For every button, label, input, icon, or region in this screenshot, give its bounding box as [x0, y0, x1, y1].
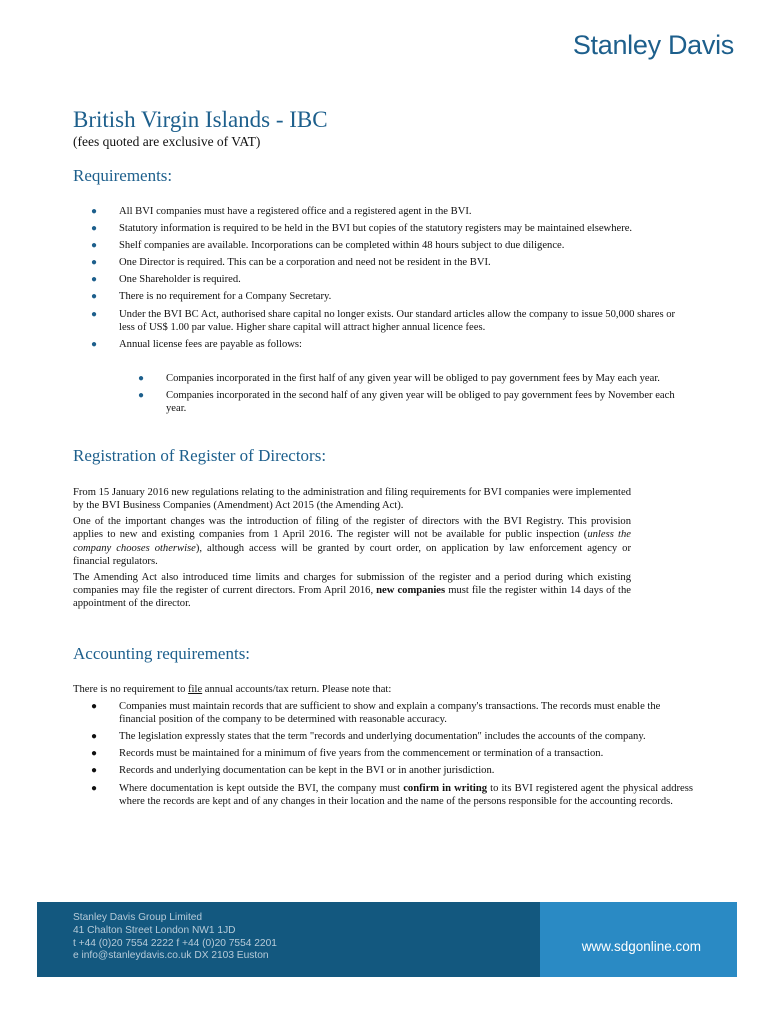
- bullet-icon: ●: [91, 731, 98, 743]
- bullet-icon: ●: [91, 308, 98, 320]
- list-item: ● Where documentation is kept outside the BVI, the company must confirm in writing to its BVI registered agent the physical address where the records are kept and of any changes in their location and the name of the persons responsible for the accounting records.: [91, 782, 693, 807]
- license-fee-sublist: [120, 372, 694, 419]
- requirements-list: [73, 205, 693, 355]
- bullet-icon: ●: [91, 291, 98, 303]
- brand-logo: Stanley Davis: [572, 30, 734, 60]
- accounting-intro: There is no requirement to file annual accounts/tax return. Please note that:: [73, 684, 392, 695]
- accounting-list: [73, 700, 693, 812]
- list-item: ● Records must be maintained for a minimum of five years from the commencement or termination of a transaction.: [91, 748, 604, 760]
- registration-text: [73, 486, 631, 613]
- bullet-icon: ●: [91, 701, 98, 712]
- accounting-heading: Accounting requirements:: [73, 644, 251, 663]
- list-item: ● Statutory information is required to be held in the BVI but copies of the statutory registers may be maintained elsewhere.: [91, 223, 633, 235]
- footer-web: [540, 902, 737, 977]
- list-item: ● Companies incorporated in the second half of any given year will be obliged to pay government fees by November each year.: [138, 389, 675, 414]
- bullet-icon: ●: [91, 240, 98, 252]
- bullet-icon: ●: [91, 223, 98, 235]
- bullet-icon: ●: [91, 274, 98, 286]
- footer-contact: [37, 902, 540, 977]
- list-item: ● Companies incorporated in the first half of any given year will be obliged to pay government fees by May each year.: [138, 373, 660, 384]
- bullet-icon: ●: [91, 748, 98, 760]
- website-link[interactable]: www.sdgonline.com: [581, 939, 701, 954]
- list-item: ● One Director is required. This can be a corporation and need not be resident in the BVI.: [91, 257, 491, 269]
- paragraph: The Amending Act also introduced time limits and charges for submission of the register and a period during which existing companies may file the register of current directors. From April 2016, new companies must file the register within 14 days of the appointment of the director.: [73, 571, 631, 610]
- list-item: ● The legislation expressly states that the term "records and underlying documentation" includes the accounts of the company.: [91, 731, 646, 743]
- bullet-icon: ●: [91, 782, 98, 794]
- list-item: ● Records and underlying documentation can be kept in the BVI or in another jurisdiction.: [91, 765, 495, 777]
- footer-address: 41 Chalton Street London NW1 1JD: [73, 924, 236, 936]
- page-subtitle: (fees quoted are exclusive of VAT): [73, 134, 261, 149]
- list-item: ● Annual license fees are payable as follows:: [91, 338, 302, 350]
- footer-company: Stanley Davis Group Limited: [73, 912, 203, 923]
- footer-email[interactable]: e info@stanleydavis.co.uk DX 2103 Euston: [73, 950, 269, 962]
- paragraph: From 15 January 2016 new regulations relating to the administration and filing requirements for BVI companies were implemented by the BVI Business Companies (Amendment) Act 2015 (the Amending Act).: [73, 487, 631, 512]
- bullet-icon: ●: [91, 257, 98, 269]
- footer-phone: t +44 (0)20 7554 2222 f +44 (0)20 7554 2201: [73, 937, 277, 949]
- bullet-icon: ●: [91, 206, 98, 217]
- list-item: ● One Shareholder is required.: [91, 274, 241, 286]
- bullet-icon: ●: [91, 765, 98, 777]
- bullet-icon: ●: [138, 389, 145, 401]
- list-item: ● There is no requirement for a Company Secretary.: [91, 291, 332, 303]
- list-item: ● Companies must maintain records that are sufficient to show and explain a company's transactions. The records must enable the financial position of the company to be determined with reasonable accuracy.: [91, 701, 661, 726]
- list-item: ● Shelf companies are available. Incorporations can be completed within 48 hours subject to due diligence.: [91, 240, 565, 252]
- bullet-icon: ●: [91, 338, 98, 350]
- page-title: British Virgin Islands - IBC: [73, 107, 328, 132]
- footer: [37, 902, 737, 977]
- requirements-heading: Requirements:: [73, 166, 173, 185]
- paragraph: One of the important changes was the introduction of filing of the register of directors with the BVI Registry. This provision applies to new and existing companies from 1 April 2016. The register will not be available for public inspection (unless the company chooses otherwise), although access will be granted by court order, on application by law enforcement agency or financial regulators.: [73, 516, 631, 567]
- registration-heading: Registration of Register of Directors:: [73, 446, 327, 465]
- list-item: ● All BVI companies must have a registered office and a registered agent in the BVI.: [91, 206, 472, 217]
- bullet-icon: ●: [138, 373, 145, 384]
- list-item: ● Under the BVI BC Act, authorised share capital no longer exists. Our standard articles allow the company to issue 50,000 shares or less of US$ 1.00 par value. Higher share capital will attract higher annual licence fees.: [91, 308, 676, 333]
